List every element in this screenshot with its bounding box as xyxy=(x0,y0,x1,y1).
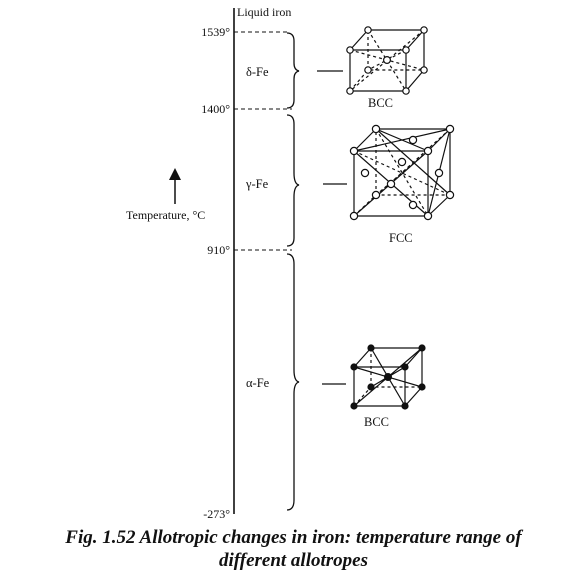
temp-label-1400: 1400° xyxy=(201,102,230,116)
figure-caption-line-2: different allotropes xyxy=(218,550,368,571)
temperature-axis-label: Temperature, °C xyxy=(126,208,206,222)
bcc-cell-alpha-diagram xyxy=(351,345,425,409)
phase-gamma-fe: γ-Fe xyxy=(246,177,269,191)
phase-delta-fe: δ-Fe xyxy=(246,65,269,79)
phase-alpha-fe: α-Fe xyxy=(246,376,270,390)
temp-label-minus-273: -273° xyxy=(203,507,230,520)
bcc-cell-delta-diagram xyxy=(347,27,427,94)
fcc-cell-gamma-diagram xyxy=(350,125,453,219)
temp-mark-1400 xyxy=(201,102,292,116)
delta-fe-brace xyxy=(287,33,299,108)
structure-label-delta: BCC xyxy=(368,96,394,110)
temp-label-1539: 1539° xyxy=(201,25,230,39)
structure-label-gamma: FCC xyxy=(389,231,413,245)
figure-caption-line-1: Fig. 1.52 Allotropic changes in iron: temperature range of xyxy=(65,527,522,548)
temp-mark-910 xyxy=(207,243,292,257)
alpha-fe-brace xyxy=(287,254,299,510)
temp-label-910: 910° xyxy=(207,243,230,257)
structure-label-alpha: BCC xyxy=(364,415,390,429)
liquid-iron-label: Liquid iron xyxy=(237,5,292,19)
temp-mark-1539 xyxy=(201,25,290,39)
gamma-fe-brace xyxy=(287,115,299,246)
